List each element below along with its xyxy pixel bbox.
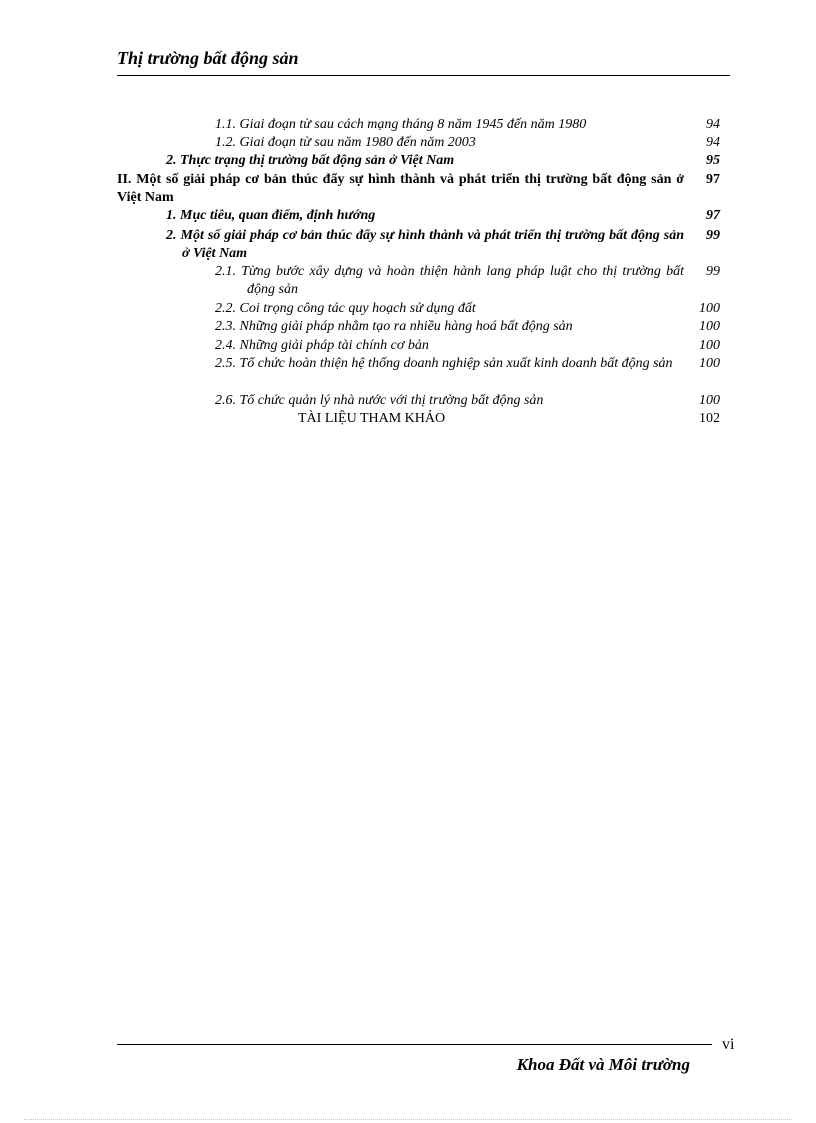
toc-entry-title: 2.5. Tổ chức hoàn thiện hệ thống doanh nghiệp sản xuất kinh doanh bất động sản xyxy=(215,356,673,371)
toc-entry[interactable] xyxy=(215,318,720,336)
toc-entry[interactable] xyxy=(215,410,720,428)
toc-entry[interactable] xyxy=(166,152,720,170)
toc-entry-title: 1.2. Giai đoạn từ sau năm 1980 đến năm 2003 xyxy=(215,135,476,150)
toc-entry[interactable] xyxy=(166,227,720,263)
toc-entry-page: 94 xyxy=(706,135,720,150)
toc-entry-page: 100 xyxy=(699,338,720,353)
toc-entry-page: 99 xyxy=(706,228,720,243)
toc-entry-page: 100 xyxy=(699,301,720,316)
toc-entry[interactable] xyxy=(215,300,720,318)
toc-entry[interactable] xyxy=(215,392,720,410)
toc-entry[interactable] xyxy=(215,355,720,373)
toc-entry-page: 97 xyxy=(706,208,720,223)
toc-entry[interactable] xyxy=(215,263,720,299)
toc-entry-title: 2.2. Coi trọng công tác quy hoạch sử dụng đất xyxy=(215,301,476,316)
toc-entry-page: 94 xyxy=(706,117,720,132)
toc-entry[interactable] xyxy=(215,134,720,152)
toc-entry-page: 95 xyxy=(706,153,720,168)
toc-entry-title: 2.6. Tổ chức quản lý nhà nước với thị trường bất động sản xyxy=(215,393,544,408)
toc-entry-page: 97 xyxy=(706,172,720,187)
toc-entry[interactable] xyxy=(215,337,720,355)
toc-entry-page: 100 xyxy=(699,319,720,334)
toc-entry-title: 2.1. Từng bước xây dựng và hoàn thiện hành lang pháp luật cho thị trường bất động sản xyxy=(215,264,684,297)
toc-entry-title: 1.1. Giai đoạn từ sau cách mạng tháng 8 năm 1945 đến năm 1980 xyxy=(215,117,587,132)
footer-divider xyxy=(117,1044,712,1045)
header-title: Thị trường bất động sản xyxy=(117,48,299,68)
header-divider xyxy=(117,75,730,76)
toc-entry-page: 102 xyxy=(699,411,720,426)
toc-entry-title: 2. Một số giải pháp cơ bản thúc đẩy sự hình thành và phát triển thị trường bất động sản ở Việt Nam xyxy=(166,228,684,261)
toc-entry-page: 100 xyxy=(699,393,720,408)
toc-entry[interactable] xyxy=(166,207,720,225)
toc-entry-title: II. Một số giải pháp cơ bản thúc đẩy sự hình thành và phát triển thị trường bất động sản ở Việt Nam xyxy=(117,172,684,205)
toc-entry-title: 2. Thực trạng thị trường bất động sản ở Việt Nam xyxy=(166,153,455,168)
toc-entry-title: 2.4. Những giải pháp tài chính cơ bản xyxy=(215,338,429,353)
toc-entry-title: TÀI LIỆU THAM KHẢO xyxy=(298,411,446,426)
toc-entry-title: 1. Mục tiêu, quan điểm, định hướng xyxy=(166,208,376,223)
page-number: vi xyxy=(722,1036,735,1053)
footer-department: Khoa Đất và Môi trường xyxy=(516,1055,690,1074)
toc-entry[interactable] xyxy=(117,171,720,207)
toc-entry-page: 99 xyxy=(706,264,720,279)
page-edge-divider xyxy=(24,1119,792,1120)
toc-entry-title: 2.3. Những giải pháp nhằm tạo ra nhiều hàng hoá bất động sản xyxy=(215,319,573,334)
toc-entry-page: 100 xyxy=(699,356,720,371)
toc-entry[interactable] xyxy=(215,116,720,134)
